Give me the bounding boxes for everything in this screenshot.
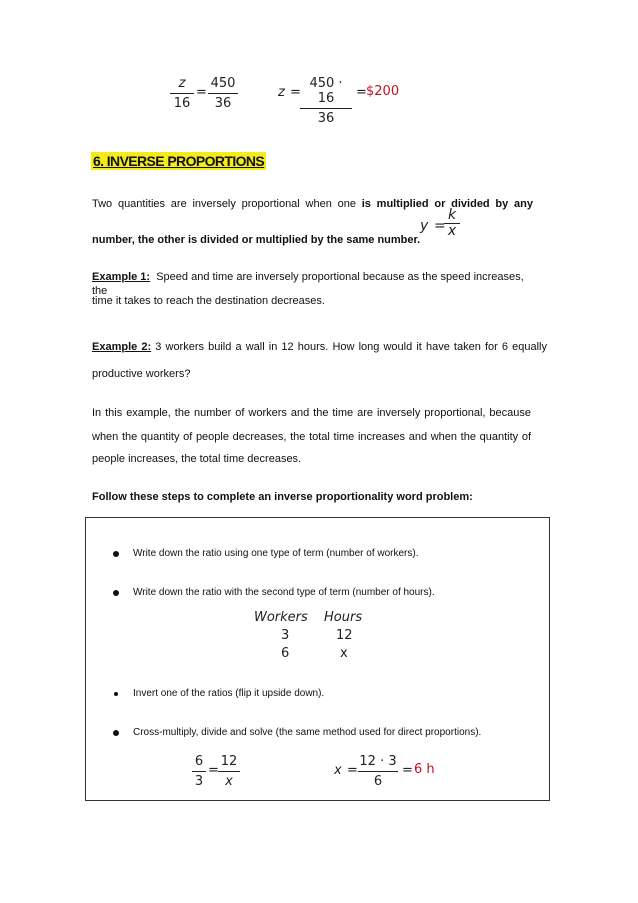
definition-text: Two quantities are inversely proportional when one (92, 198, 356, 210)
step-text: Cross-multiply, divide and solve (the same method used for direct proportions). (133, 727, 482, 738)
fraction-denominator: x (225, 774, 233, 789)
table-header-workers: Workers (254, 610, 308, 625)
example-label: Example 1: (92, 271, 151, 283)
steps-intro: Follow these steps to complete an inverse proportionality word problem: (92, 491, 473, 503)
bottom-equation-1 (192, 754, 262, 794)
equals-sign: = (290, 85, 301, 100)
explanation-line-2: when the quantity of people decreases, the total time increases and when the quantity of (92, 431, 531, 443)
ratio-table (254, 610, 374, 670)
table-header-hours: Hours (324, 610, 363, 625)
example-text: Speed and time are inversely proportional because as the speed increases, the (92, 271, 524, 297)
equals-sign: = (434, 218, 446, 234)
example-2-line-1 (92, 340, 547, 354)
fraction-numerator: 450 · 16 (309, 76, 343, 106)
fraction-numerator: 12 · 3 (359, 754, 397, 769)
fraction-numerator: z (178, 76, 186, 91)
equals-sign: = (356, 85, 367, 100)
table-cell: 3 (281, 628, 290, 643)
step-text: Write down the ratio with the second type of term (number of hours). (133, 587, 435, 598)
example-1-line-2: time it takes to reach the destination decreases. (92, 295, 325, 307)
section-heading: 6. INVERSE PROPORTIONS (93, 153, 265, 169)
equation-lhs: x (334, 763, 342, 778)
explanation-line-1: In this example, the number of workers and the time are inversely proportional, because (92, 407, 531, 419)
equals-sign: = (196, 85, 207, 100)
bullet-icon (114, 692, 118, 696)
fraction-denominator: x (447, 223, 457, 239)
step-text: Invert one of the ratios (flip it upside down). (133, 688, 325, 699)
bottom-equation-2 (334, 754, 454, 794)
example-2-line-2: productive workers? (92, 368, 191, 380)
example-text: 3 workers build a wall in 12 hours. How long would it have taken for 6 equally (155, 341, 547, 353)
equals-sign: = (208, 763, 219, 778)
definition-emphasis: is multiplied or divided by any (361, 198, 533, 210)
inverse-formula (420, 208, 470, 242)
steps-box (85, 517, 550, 801)
bullet-icon (113, 590, 119, 596)
definition-line-2: number, the other is divided or multiplied by the same number. (92, 234, 421, 246)
bullet-icon (113, 730, 119, 736)
equals-sign: = (402, 763, 413, 778)
formula-lhs: y (420, 218, 429, 234)
fraction-numerator: k (447, 207, 457, 223)
table-cell: 12 (336, 628, 353, 643)
example-label: Example 2: (92, 341, 152, 353)
step-text: Write down the ratio using one type of term (number of workers). (133, 548, 419, 559)
equals-sign: = (347, 763, 358, 778)
top-equation-1 (168, 76, 248, 116)
fraction-denominator: 36 (317, 111, 335, 126)
fraction-denominator: 36 (214, 96, 232, 111)
fraction-numerator: 6 (194, 754, 204, 769)
top-equation-2 (278, 76, 418, 126)
bullet-icon (113, 551, 119, 557)
fraction-denominator: 16 (173, 96, 191, 111)
equation-lhs: z (278, 85, 285, 100)
equation-result: $200 (366, 84, 400, 99)
equation-result: 6 h (414, 762, 435, 777)
table-cell: 6 (281, 646, 290, 661)
explanation-line-3: people increases, the total time decreases. (92, 453, 302, 465)
fraction-numerator: 450 (210, 76, 236, 91)
table-cell: x (340, 646, 348, 661)
fraction-denominator: 6 (373, 774, 383, 789)
fraction-numerator: 12 (220, 754, 238, 769)
fraction-denominator: 3 (194, 774, 204, 789)
